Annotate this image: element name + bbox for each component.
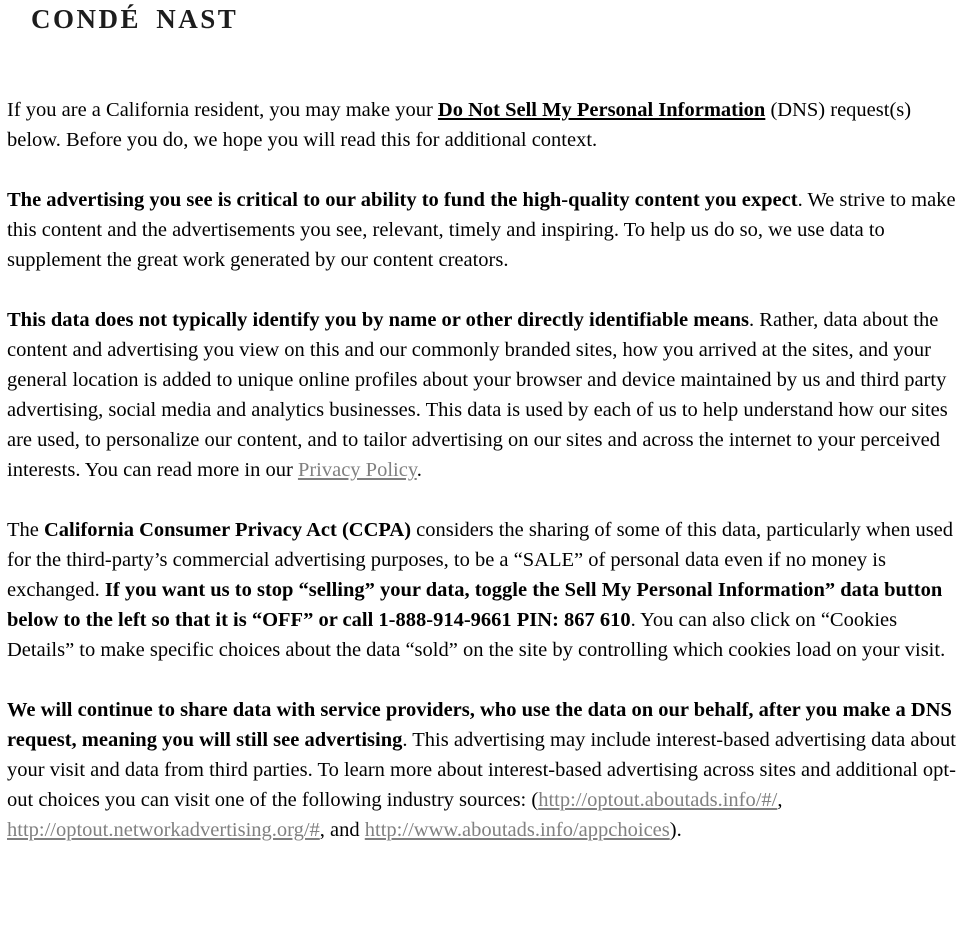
bold-text: California Consumer Privacy Act (CCPA) — [44, 519, 412, 541]
bold-text: We will continue to share data with service providers, who use the data on our behalf, after you make a DNS request, meaning you will still see advertising — [7, 699, 952, 751]
body-text: If you are a California resident, you may make your — [7, 99, 438, 121]
bold-text: If you want us to stop “selling” your data, toggle the Sell My Personal Information” data button below to the left so that it is “OFF” or call 1-888-914-9661 PIN: 867 610 — [7, 579, 943, 631]
body-text: . — [416, 459, 422, 481]
body-text: ). — [669, 819, 682, 841]
body-text: . This advertising may include interest-based advertising data about your visit and data from third parties. To learn more about interest-based advertising across sites and additional opt-out choices you can visit one of the following industry sources: ( — [7, 729, 956, 811]
bold-text: The advertising you see is critical to our ability to fund the high-quality content you expect — [7, 189, 798, 211]
body-text: considers the sharing of some of this data, particularly when used for the third-party’s commercial advertising purposes, to be a “SALE” of personal data even if no money is exchanged. — [7, 519, 954, 601]
body-text: , and — [319, 819, 365, 841]
body-text: , — [777, 789, 783, 811]
text-link[interactable]: Privacy Policy — [297, 459, 417, 481]
conde-nast-logo: CONDÉ NAST — [31, 4, 239, 34]
paragraph — [7, 695, 965, 845]
document-body — [0, 95, 973, 845]
body-text: (DNS) request(s) below. Before you do, we hope you will read this for additional context. — [7, 99, 912, 151]
text-link[interactable]: http://optout.aboutads.info/#/ — [538, 789, 778, 811]
paragraph — [7, 515, 965, 665]
text-link[interactable]: http://optout.networkadvertising.org/# — [7, 819, 320, 841]
paragraph — [7, 305, 965, 485]
body-text: . You can also click on “Cookies Details” to make specific choices about the data “sold” on the site by controlling which cookies load on your visit. — [7, 609, 946, 661]
bold-text: This data does not typically identify you by name or other directly identifiable means — [7, 309, 750, 331]
body-text: . Rather, data about the content and advertising you view on this and our commonly branded sites, how you arrived at the sites, and your general location is added to unique online profiles about your browser and device maintained by us and third party advertising, social media and analytics businesses. This data is used by each of us to help understand how our sites are used, to personalize our content, and to tailor advertising on our sites and across the internet to your perceived interests. You can read more in our — [7, 309, 948, 481]
body-text: The — [7, 519, 44, 541]
text-link[interactable]: http://www.aboutads.info/appchoices — [364, 819, 670, 841]
bold-underline-text: Do Not Sell My Personal Information — [437, 99, 766, 121]
paragraph — [7, 95, 965, 155]
paragraph — [7, 185, 965, 275]
body-text: . We strive to make this content and the advertisements you see, relevant, timely and inspiring. To help us do so, we use data to supplement the great work generated by our content creators. — [7, 189, 956, 271]
